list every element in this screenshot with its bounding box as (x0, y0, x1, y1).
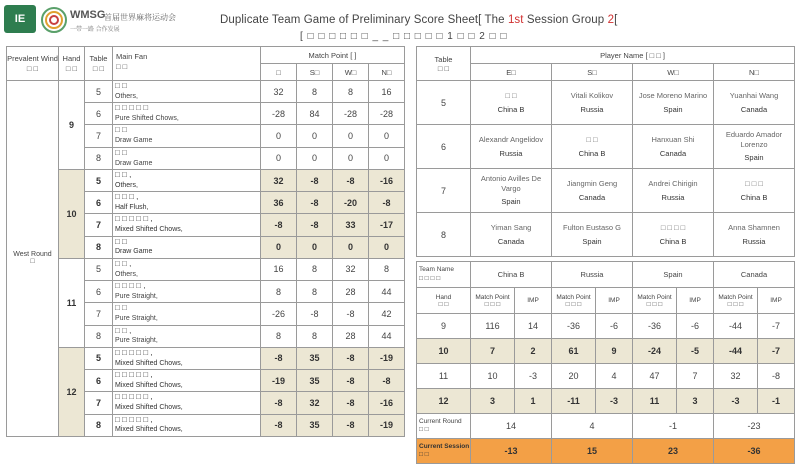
main-fan-cn: □ □ □ , (115, 192, 139, 202)
player-cell (633, 213, 714, 257)
team-hand-row (417, 314, 795, 339)
wind-label: West Round (13, 251, 52, 259)
team-match-point: 10 (471, 364, 515, 389)
current-session-row (417, 439, 795, 464)
title-prefix: Duplicate Team Game of Preliminary Score Sheet[ The (220, 14, 508, 26)
player-country: Russia (661, 192, 685, 202)
wind-label-cn: □ (30, 258, 35, 266)
match-point-value: 8 (261, 325, 297, 347)
player-cell (471, 81, 552, 125)
main-fan-cn: □ □ , (115, 325, 132, 335)
main-fan-en: Draw Game (115, 248, 153, 256)
player-cell (552, 213, 633, 257)
main-fan-cn: □ □ (115, 125, 127, 135)
header-col-s: S□ (297, 64, 333, 81)
table-number: 7 (85, 125, 113, 147)
header-team-name: Team Name □ □ □ □ (417, 262, 471, 288)
hand-number: 11 (59, 258, 85, 347)
main-fan-en: Mixed Shifted Chows, (115, 426, 183, 434)
match-point-value: 8 (297, 325, 333, 347)
current-session-value: -36 (714, 439, 795, 464)
table-number: 8 (85, 147, 113, 169)
brand-name: WMSG (70, 9, 106, 21)
player-country: Russia (580, 104, 604, 114)
team-imp: -3 (596, 389, 633, 414)
match-point-value: -8 (297, 192, 333, 214)
table-number: 6 (85, 370, 113, 392)
team-scores-table (416, 261, 795, 464)
match-point-value: -8 (297, 169, 333, 191)
main-fan-cn: □ □ □ □ □ , (115, 347, 153, 357)
match-point-value: 16 (261, 258, 297, 280)
header-main-fan: Main Fan □ □ (113, 47, 261, 81)
match-point-value: 32 (333, 258, 369, 280)
brand-subtitle: 一带一路 合作发展 (70, 27, 120, 33)
match-point-value: 28 (333, 281, 369, 303)
main-fan-cn: □ □ □ □ , (115, 281, 146, 291)
player-country: Spain (582, 236, 602, 246)
team-imp: -7 (758, 339, 795, 364)
player-country: Canada (497, 236, 525, 246)
team-imp: 4 (596, 364, 633, 389)
table-number: 5 (85, 347, 113, 369)
player-row (417, 125, 795, 169)
player-country: China B (497, 104, 525, 114)
table-number: 8 (85, 325, 113, 347)
current-session-value: 23 (633, 439, 714, 464)
match-point-value: 33 (333, 214, 369, 236)
match-point-value: -20 (333, 192, 369, 214)
header-match-point: Match Point □ □ □ (633, 288, 677, 314)
main-fan-en: Mixed Shifted Chows, (115, 381, 183, 389)
main-fan-cn: □ □ □ □ □ , (115, 414, 153, 424)
player-cell (471, 213, 552, 257)
main-fan-en: Pure Straight, (115, 337, 158, 345)
main-fan-cell (113, 81, 261, 103)
player-name: Jiangmin Geng (566, 178, 618, 188)
team-hand-row (417, 364, 795, 389)
main-fan-en: Draw Game (115, 137, 153, 145)
header-imp: IMP (596, 288, 633, 314)
main-fan-cn: □ □ (115, 147, 127, 157)
match-point-value: 0 (297, 236, 333, 258)
main-fan-en: Mixed Shifted Chows, (115, 359, 183, 367)
header-player-e: E□ (471, 64, 552, 81)
hand-scores-table (6, 46, 405, 437)
player-country: Spain (663, 104, 683, 114)
table-number: 5 (85, 169, 113, 191)
table-number: 7 (85, 392, 113, 414)
team-imp: -3 (515, 364, 552, 389)
match-point-value: 35 (297, 370, 333, 392)
player-cell (714, 81, 795, 125)
match-point-value: 44 (369, 281, 405, 303)
main-fan-en: Pure Shifted Chows, (115, 115, 179, 123)
match-point-value: 35 (297, 414, 333, 436)
header-table: Table □ □ (85, 47, 113, 81)
main-fan-cn: □ □ (115, 303, 127, 313)
player-name: Yuanhai Wang (729, 90, 779, 100)
team-imp: 1 (515, 389, 552, 414)
main-fan-cell (113, 214, 261, 236)
main-fan-cell (113, 414, 261, 436)
player-name: Antonio Avilles De Vargo (480, 173, 542, 193)
team-match-point: -36 (552, 314, 596, 339)
main-fan-cell (113, 147, 261, 169)
team-imp: -7 (758, 314, 795, 339)
main-fan-en: Pure Straight, (115, 292, 158, 300)
main-fan-en: Draw Game (115, 159, 153, 167)
player-country: China B (740, 192, 768, 202)
player-row (417, 81, 795, 125)
table-number: 6 (85, 103, 113, 125)
team-name-spain: Spain (633, 262, 714, 288)
hand-row (7, 347, 405, 369)
team-match-point: 20 (552, 364, 596, 389)
main-fan-en: Mixed Shifted Chows, (115, 404, 183, 412)
current-session-value: 15 (552, 439, 633, 464)
main-fan-cell (113, 236, 261, 258)
match-point-value: -8 (333, 169, 369, 191)
hand-number: 9 (59, 81, 85, 170)
header-imp: IMP (677, 288, 714, 314)
team-name-canada: Canada (714, 262, 795, 288)
title-middle: Session Group (523, 14, 608, 26)
team-hand-row (417, 339, 795, 364)
page-title (220, 14, 617, 26)
match-point-value: -28 (261, 103, 297, 125)
main-fan-cn: □ □ □ □ □ , (115, 392, 153, 402)
main-fan-cn: □ □ □ □ □ , (115, 370, 153, 380)
header-match-point: Match Point □ □ □ (714, 288, 758, 314)
main-fan-en: Mixed Shifted Chows, (115, 226, 183, 234)
main-fan-cell (113, 325, 261, 347)
header-col-n: N□ (369, 64, 405, 81)
match-point-value: 0 (369, 125, 405, 147)
table-number: 5 (85, 81, 113, 103)
match-point-value: 0 (261, 147, 297, 169)
table-number: 6 (85, 192, 113, 214)
player-name: Vitali Kolikov (570, 90, 614, 100)
main-fan-cell (113, 169, 261, 191)
team-imp: -6 (677, 314, 714, 339)
table-number: 8 (85, 236, 113, 258)
match-point-value: 84 (297, 103, 333, 125)
match-point-value: -8 (333, 347, 369, 369)
match-point-value: 35 (297, 347, 333, 369)
hand-row (7, 258, 405, 280)
player-names-table (416, 46, 795, 257)
team-match-point: -36 (633, 314, 677, 339)
match-point-value: 0 (261, 236, 297, 258)
player-cell (633, 125, 714, 169)
main-fan-cell (113, 303, 261, 325)
match-point-value: -17 (369, 214, 405, 236)
table-number: 5 (417, 81, 471, 125)
match-point-value: 8 (297, 258, 333, 280)
main-fan-en: Others, (115, 270, 138, 278)
brand-chinese: 首届世界麻将运动会 (104, 13, 176, 22)
match-point-value: 8 (297, 81, 333, 103)
team-imp: -6 (596, 314, 633, 339)
current-round-row (417, 414, 795, 439)
team-hand-row (417, 389, 795, 414)
player-row (417, 169, 795, 213)
player-name: Anna Shamnen (728, 222, 780, 232)
team-imp: 3 (677, 389, 714, 414)
player-cell (714, 213, 795, 257)
table-number: 5 (85, 258, 113, 280)
match-point-value: 0 (333, 236, 369, 258)
player-cell (714, 169, 795, 213)
match-point-value: 28 (333, 325, 369, 347)
player-country: Canada (740, 104, 768, 114)
header-hand: Hand □ □ (417, 288, 471, 314)
match-point-value: -8 (369, 192, 405, 214)
team-match-point: -44 (714, 314, 758, 339)
match-point-value: -8 (369, 370, 405, 392)
team-match-point: -11 (552, 389, 596, 414)
header-match-point: Match Point □ □ □ (552, 288, 596, 314)
player-cell (471, 125, 552, 169)
player-name: Eduardo Amador Lorenzo (725, 129, 783, 149)
table-number: 7 (85, 214, 113, 236)
table-number: 7 (417, 169, 471, 213)
match-point-value: -26 (261, 303, 297, 325)
match-point-value: 32 (261, 169, 297, 191)
header-col-w: W□ (333, 64, 369, 81)
table-number: 8 (417, 213, 471, 257)
match-point-value: 44 (369, 325, 405, 347)
match-point-value: 0 (333, 147, 369, 169)
team-match-point: 61 (552, 339, 596, 364)
team-imp: -1 (758, 389, 795, 414)
match-point-value: -8 (297, 214, 333, 236)
main-fan-cn: □ □ , (115, 258, 132, 268)
player-name: □ □ □ □ (660, 222, 686, 232)
current-session-label: Current Session □ □ (417, 439, 471, 464)
header-player-s: S□ (552, 64, 633, 81)
main-fan-cell (113, 258, 261, 280)
main-fan-cn: □ □ (115, 81, 127, 90)
main-fan-cell (113, 281, 261, 303)
player-cell (552, 125, 633, 169)
match-point-value: 0 (297, 147, 333, 169)
match-point-value: -19 (369, 414, 405, 436)
ie-logo: IE (4, 5, 36, 33)
main-fan-cell (113, 192, 261, 214)
player-country: Spain (744, 153, 764, 163)
team-imp: 9 (596, 339, 633, 364)
header-player-n: N□ (714, 64, 795, 81)
match-point-value: -8 (333, 392, 369, 414)
team-imp: -8 (758, 364, 795, 389)
match-point-value: 0 (261, 125, 297, 147)
team-imp: 2 (515, 339, 552, 364)
player-country: Canada (578, 192, 606, 202)
hand-number: 12 (59, 347, 85, 436)
main-fan-cell (113, 125, 261, 147)
table-number: 7 (85, 303, 113, 325)
current-round-value: -23 (714, 414, 795, 439)
header-player-w: W□ (633, 64, 714, 81)
main-fan-cell (113, 370, 261, 392)
title-group: 2 (607, 14, 615, 26)
match-point-value: -8 (297, 303, 333, 325)
page-subtitle: [ □ □ □ □ □ □ _ _ □ □ □ □ □ 1 □ □ 2 □ □ (300, 31, 508, 42)
player-country: China B (659, 236, 687, 246)
match-point-value: 0 (333, 125, 369, 147)
player-cell (552, 81, 633, 125)
player-cell (471, 169, 552, 213)
match-point-value: 32 (297, 392, 333, 414)
match-point-value: -8 (333, 414, 369, 436)
hand-number: 10 (59, 169, 85, 258)
match-point-value: -8 (261, 214, 297, 236)
title-session: 1st (507, 14, 524, 26)
match-point-value: -8 (261, 392, 297, 414)
match-point-value: -16 (369, 392, 405, 414)
main-fan-cn: □ □ □ □ □ , (115, 214, 153, 224)
match-point-value: -8 (333, 303, 369, 325)
player-name: Yiman Sang (490, 222, 532, 232)
header-col-e: □ (261, 64, 297, 81)
match-point-value: 8 (297, 281, 333, 303)
player-name: Alexandr Angelidov (478, 134, 544, 144)
header-imp: IMP (758, 288, 795, 314)
player-name: □ □ (505, 90, 517, 100)
match-point-value: -28 (333, 103, 369, 125)
player-name: Jose Moreno Marino (638, 90, 708, 100)
table-number: 6 (417, 125, 471, 169)
player-cell (714, 125, 795, 169)
match-point-value: -8 (261, 414, 297, 436)
match-point-value: -28 (369, 103, 405, 125)
hand-row (7, 169, 405, 191)
player-country: Canada (659, 148, 687, 158)
current-session-value: -13 (471, 439, 552, 464)
match-point-value: 8 (261, 281, 297, 303)
player-cell (633, 169, 714, 213)
player-cell (633, 81, 714, 125)
team-name-china-b: China B (471, 262, 552, 288)
wmsg-rings-logo (40, 6, 68, 34)
main-fan-en: Others, (115, 92, 138, 100)
current-round-value: 14 (471, 414, 552, 439)
main-fan-cn: □ □ , (115, 169, 132, 179)
team-match-point: -24 (633, 339, 677, 364)
match-point-value: 42 (369, 303, 405, 325)
team-match-point: 3 (471, 389, 515, 414)
header-player-name: Player Name [ □ □ ] (471, 47, 795, 64)
player-row (417, 213, 795, 257)
match-point-value: 0 (369, 147, 405, 169)
team-match-point: 32 (714, 364, 758, 389)
hand-number: 12 (417, 389, 471, 414)
match-point-value: -19 (261, 370, 297, 392)
match-point-value: 16 (369, 81, 405, 103)
team-imp: 7 (677, 364, 714, 389)
main-fan-cell (113, 347, 261, 369)
header-match-point: Match Point □ □ □ (471, 288, 515, 314)
header-imp: IMP (515, 288, 552, 314)
player-country: Russia (499, 148, 523, 158)
team-match-point: -44 (714, 339, 758, 364)
header-prevalent-wind: Prevalent Wind □ □ (7, 47, 59, 81)
team-match-point: -3 (714, 389, 758, 414)
team-match-point: 116 (471, 314, 515, 339)
hand-number: 9 (417, 314, 471, 339)
player-cell (552, 169, 633, 213)
match-point-value: -16 (369, 169, 405, 191)
main-fan-cell (113, 103, 261, 125)
team-imp: -5 (677, 339, 714, 364)
hand-number: 11 (417, 364, 471, 389)
match-point-value: 0 (297, 125, 333, 147)
match-point-value: 0 (369, 236, 405, 258)
match-point-value: 36 (261, 192, 297, 214)
header-hand: Hand □ □ (59, 47, 85, 81)
player-name: Hanxuan Shi (651, 134, 695, 144)
match-point-value: 8 (369, 258, 405, 280)
current-round-value: 4 (552, 414, 633, 439)
match-point-value: 8 (333, 81, 369, 103)
player-country: Spain (501, 197, 521, 207)
match-point-value: 32 (261, 81, 297, 103)
player-name: Fulton Eustaso G (563, 222, 621, 232)
hand-number: 10 (417, 339, 471, 364)
header-table: Table □ □ (417, 47, 471, 81)
team-match-point: 47 (633, 364, 677, 389)
match-point-value: -8 (333, 370, 369, 392)
hand-row (7, 81, 405, 103)
current-round-value: -1 (633, 414, 714, 439)
player-name: □ □ (586, 134, 598, 144)
main-fan-en: Others, (115, 181, 138, 189)
table-number: 6 (85, 281, 113, 303)
main-fan-cell (113, 392, 261, 414)
player-name: □ □ □ (745, 178, 763, 188)
team-match-point: 11 (633, 389, 677, 414)
match-point-value: -19 (369, 347, 405, 369)
title-suffix: [ (614, 14, 618, 26)
header (0, 0, 800, 44)
match-point-value: -8 (261, 347, 297, 369)
player-country: Russia (742, 236, 766, 246)
table-number: 8 (85, 414, 113, 436)
main-fan-en: Half Flush, (115, 203, 149, 211)
main-fan-cn: □ □ □ □ □ (115, 103, 149, 113)
team-name-russia: Russia (552, 262, 633, 288)
player-name: Andrei Chirigin (648, 178, 698, 188)
main-fan-cn: □ □ (115, 236, 127, 246)
prevalent-wind-cell (7, 81, 59, 437)
team-imp: 14 (515, 314, 552, 339)
player-country: China B (578, 148, 606, 158)
team-match-point: 7 (471, 339, 515, 364)
header-match-point: Match Point [ ] (261, 47, 405, 64)
current-round-label: Current Round □ □ (417, 414, 471, 439)
main-fan-en: Pure Straight, (115, 315, 158, 323)
